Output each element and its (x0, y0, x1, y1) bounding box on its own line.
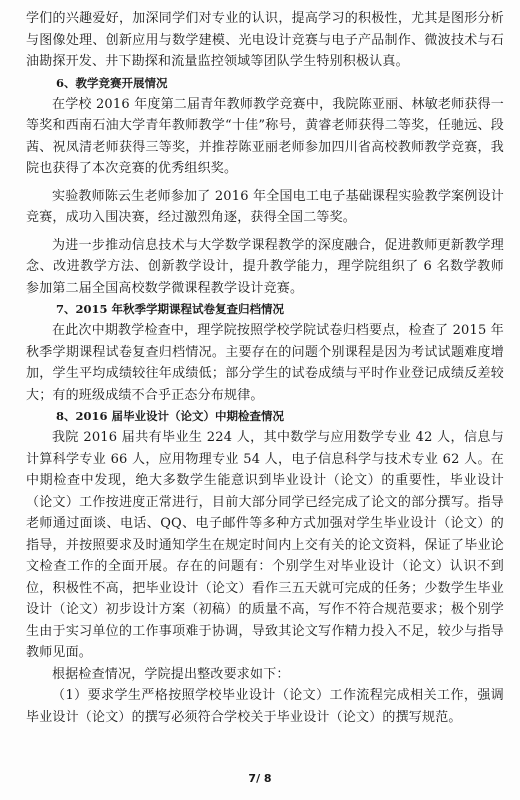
section-heading-8: 8、2016 届毕业设计（论文）中期检查情况 (56, 409, 285, 423)
page-number: 7/ 8 (248, 772, 272, 785)
paragraph-exam-archive: 在此次中期教学检查中，理学院按照学校学院试卷归档要点，检查了 2015 年秋季学期课程试卷复查归档情况。主要存在的问题个别课程是因为考试试题难度增加，学生平均成绩较往年成绩低；部分学生的试卷成绩与平时作业登记成绩反差较大；有的班级成绩不合乎正态分布规律。 (26, 323, 504, 403)
paragraph-lab-teacher-award: 实验教师陈云生老师参加了 2016 年全国电工电子基础课程实验教学案例设计竞赛，成功入围决赛，经过激烈角逐，获得全国二等奖。 (26, 188, 504, 225)
paragraph-teaching-competition: 在学校 2016 年度第二届青年教师教学竞赛中，我院陈亚丽、林敏老师获得一等奖和西南石油大学青年教师教学“十佳”称号，黄睿老师获得二等奖，任驰远、段茜、祝凤清老师获得三等奖，并推荐陈亚丽老师参加四川省高校教师教学竞赛，我院也获得了本次竞赛的优秀组织奖。 (26, 96, 504, 176)
paragraph-thesis-midterm: 我院 2016 届共有毕业生 224 人，其中数学与应用数学专业 42 人，信息与计算科学专业 66 人，应用物理专业 54 人，电子信息科学与技术专业 62 人。在中期检查中发现，绝大多数学生能意识到毕业设计（论文）的重要性，毕业设计（论文）工作按进度正常进行，目前大部分同学已经完成了论文的部分撰写。指导老师通过面谈、电话、QQ、电子邮件等多种方式加强对学生毕业设计（论文）的指导，并按照要求及时通知学生在规定时间内上交有关的论文资料，保证了毕业论文检查工作的全面开展。存在的问题有：个别学生对毕业设计（论文）认识不到位，积极性不高，把毕业设计（论文）看作三五天就可完成的任务；少数学生毕业设计（论文）初步设计方案（初稿）的质量不高，写作不符合规范要求；极个别学生由于实习单位的工作事项难于协调，导致其论文写作精力投入不足，较少与指导教师见面。 (26, 430, 504, 660)
document-body (26, 8, 504, 728)
paragraph-requirement-1: （1）要求学生严格按照学校毕业设计（论文）工作流程完成相关工作，强调毕业设计（论文）的撰写必须符合学校关于毕业设计（论文）的撰写规范。 (26, 688, 504, 725)
paragraph-continuation: 学们的兴趣爱好，加深同学们对专业的认识，提高学习的积极性，尤其是图形分析与图像处理、创新应用与数学建模、光电设计竞赛与电子产品制作、微波技术与石油勘探开发、井下勘探和流量监控领域等团队学生特别积极认真。 (26, 11, 504, 69)
paragraph-micro-course-competition: 为进一步推动信息技术与大学数学课程教学的深度融合，促进教师更新教学理念、改进教学方法、创新教学设计，提升教学能力，理学院组织了 6 名数学教师参加第二届全国高校数学微课程教学设计竞赛。 (26, 237, 504, 296)
paragraph-rectification-intro: 根据检查情况，学院提出整改要求如下： (52, 666, 290, 682)
section-heading-7: 7、2015 年秋季学期课程试卷复查归档情况 (56, 302, 285, 316)
section-heading-6: 6、教学竞赛开展情况 (56, 75, 168, 90)
